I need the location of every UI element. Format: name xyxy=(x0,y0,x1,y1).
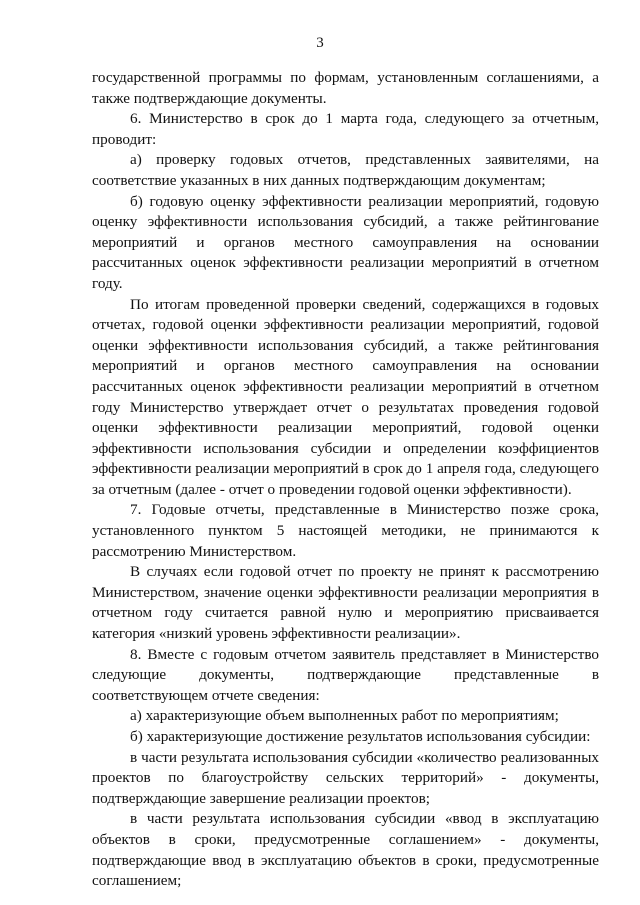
paragraph-continuation: государственной программы по формам, установленным соглашениями, а также подтверждающие документы. xyxy=(92,69,599,107)
document-body xyxy=(92,68,599,892)
paragraph-item-6: 6. Министерство в срок до 1 марта года, следующего за отчетным, проводит: xyxy=(92,110,599,148)
paragraph-rejected-report: В случаях если годовой отчет по проекту не принят к рассмотрению Министерством, значение оценки эффективности реализации мероприятия в отчетном году считается равной нулю и мероприятию присваивается категория «низкий уровень эффективности реализации». xyxy=(92,563,599,643)
paragraph-results-approval: По итогам проведенной проверки сведений, содержащихся в годовых отчетах, годовой оценки эффективности реализации мероприятий, годовой оценки эффективности использования субсидий, а также рейтингования мероприятий и органов местного самоуправления на основании рассчитанных оценок эффективности реализации мероприятий в отчетном году Министерство утверждает отчет о результатах проведения годовой оценки эффективности реализации мероприятий, годовой оценки эффективности использования субсидии и определении коэффициентов эффективности реализации мероприятий в срок до 1 апреля года, следующего за отчетным (далее - отчет о проведении годовой оценки эффективности). xyxy=(92,295,599,498)
paragraph-item-7: 7. Годовые отчеты, представленные в Министерство позже срока, установленного пунктом 5 настоящей методики, не принимаются к рассмотрению Министерством. xyxy=(92,501,599,560)
paragraph-projects-result: в части результата использования субсидии «количество реализованных проектов по благоустройству сельских территорий» - документы, подтверждающие завершение реализации проектов; xyxy=(92,748,599,807)
paragraph-item-6-b: б) годовую оценку эффективности реализации мероприятий, годовую оценку эффективности использования субсидий, а также рейтингование мероприятий и органов местного самоуправления на основании рассчитанных оценок эффективности реализации мероприятий в отчетном году. xyxy=(92,192,599,292)
paragraph-item-8-a: а) характеризующие объем выполненных работ по мероприятиям; xyxy=(130,707,559,725)
page-number: 3 xyxy=(316,35,324,51)
paragraph-item-6-a: а) проверку годовых отчетов, представленных заявителями, на соответствие указанных в них данных подтверждающим документам; xyxy=(92,151,599,189)
paragraph-commissioning-result: в части результата использования субсидии «ввод в эксплуатацию объектов в сроки, предусмотренные соглашением» - документы, подтверждающие ввод в эксплуатацию объектов в сроки, предусмотренные соглашением; xyxy=(92,810,599,890)
paragraph-item-8: 8. Вместе с годовым отчетом заявитель представляет в Министерство следующие документы, подтверждающие представленные в соответствующем отчете сведения: xyxy=(92,645,599,704)
paragraph-item-8-b: б) характеризующие достижение результатов использования субсидии: xyxy=(130,728,591,745)
